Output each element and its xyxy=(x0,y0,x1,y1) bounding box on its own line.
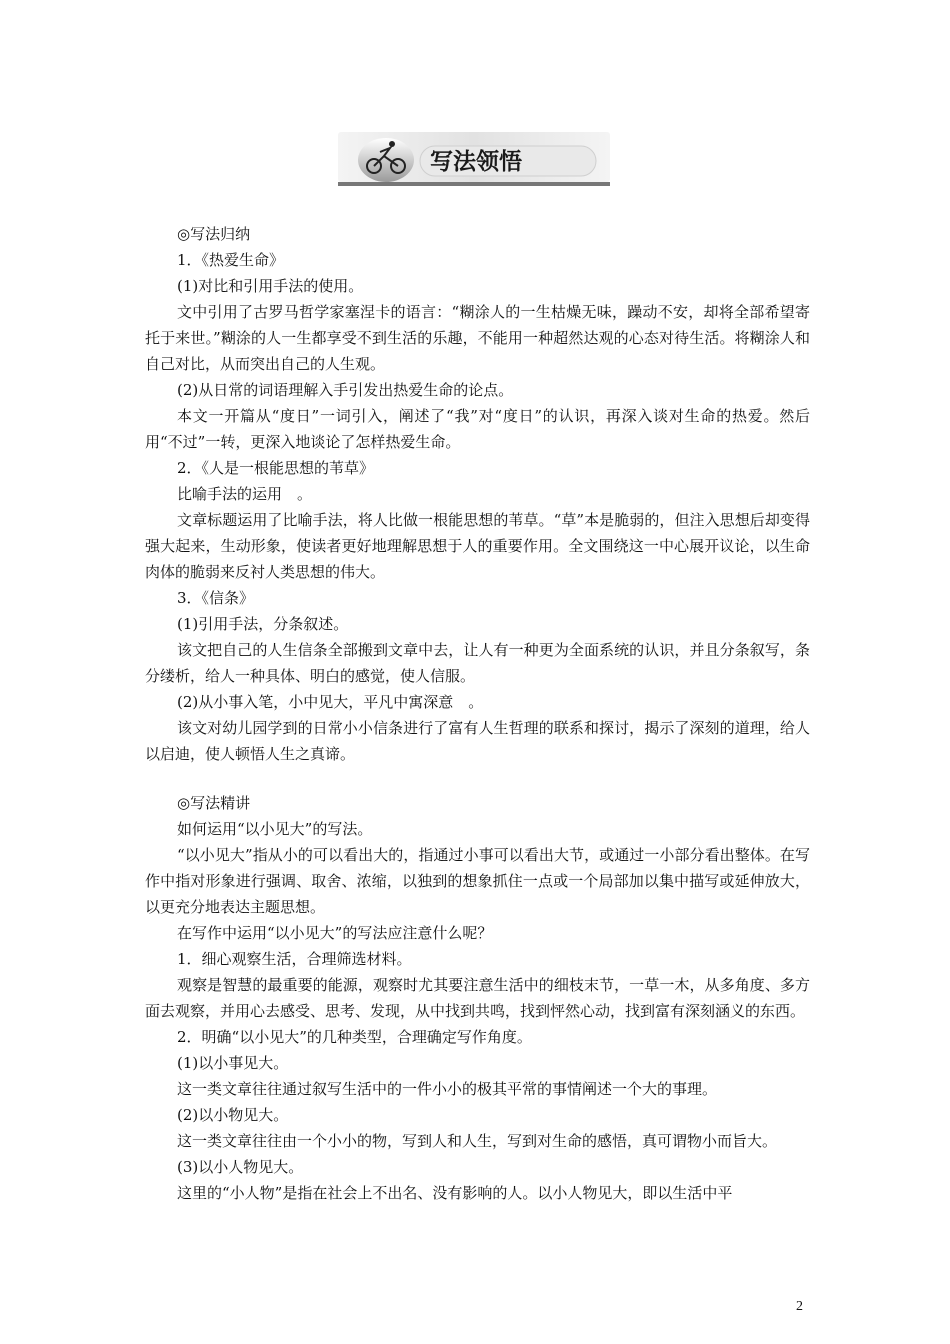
section-items xyxy=(145,816,810,1206)
subheading: 如何运用“以小见大”的写法。 xyxy=(177,820,373,838)
subheading: 1．细心观察生活，合理筛选材料。 xyxy=(177,950,412,968)
paragraph: 这一类文章往往通过叙写生活中的一件小小的极其平常的事情阐述一个大的事理。 xyxy=(177,1080,718,1098)
subheading: 在写作中运用“以小见大”的写法应注意什么呢？ xyxy=(177,924,493,942)
section-detail xyxy=(145,790,810,1206)
subheading: (2)从日常的词语理解入手引发出热爱生命的论点。 xyxy=(177,381,514,399)
paragraph: 文中引用了古罗马哲学家塞涅卡的语言：“糊涂人的一生枯燥无味，躁动不安，却将全部希望寄托于来世。”糊涂的人一生都享受不到生活的乐趣，不能用一种超然达观的心态对待生活。将糊涂人和自己对比，从而突出自己的人生观。 xyxy=(145,303,810,373)
paragraph: 这一类文章往往由一个小小的物，写到人和人生，写到对生命的感悟，真可谓物小而旨大。 xyxy=(177,1132,778,1150)
section-heading: ◎写法精讲 xyxy=(177,794,251,812)
section-banner xyxy=(338,128,610,188)
paragraph: “以小见大”指从小的可以看出大的，指通过小事可以看出大节，或通过一小部分看出整体。在写作中指对形象进行强调、取舍、浓缩，以独到的想象抓住一点或一个局部加以集中描写或延伸放大，以更充分地表达主题思想。 xyxy=(145,846,810,916)
subheading: (1)以小事见大。 xyxy=(177,1054,289,1072)
banner-title: 写法领悟 xyxy=(430,149,522,175)
section-gap xyxy=(145,767,810,790)
subheading: (2)以小物见大。 xyxy=(177,1106,289,1124)
paragraph: 文章标题运用了比喻手法，将人比做一根能思想的苇草。“草”本是脆弱的，但注入思想后却变得强大起来，生动形象，使读者更好地理解思想于人的重要作用。全文围绕这一中心展开议论，以生命肉体的脆弱来反衬人类思想的伟大。 xyxy=(145,511,810,581)
subheading: 1．《热爱生命》 xyxy=(177,251,285,269)
subheading: 2．《人是一根能思想的苇草》 xyxy=(177,459,375,477)
page-number: 2 xyxy=(796,1299,803,1314)
paragraph: 本文一开篇从“度日”一词引入，阐述了“我”对“度日”的认识，再深入谈对生命的热爱。然后用“不过”一转，更深入地谈论了怎样热爱生命。 xyxy=(145,407,810,451)
subheading: 2．明确“以小见大”的几种类型，合理确定写作角度。 xyxy=(177,1028,532,1046)
section-heading: ◎写法归纳 xyxy=(177,225,251,243)
subheading: (2)从小事入笔，小中见大，平凡中寓深意 。 xyxy=(177,693,484,711)
section-summary xyxy=(145,221,810,767)
subheading: (1)对比和引用手法的使用。 xyxy=(177,277,364,295)
subheading: (3)以小人物见大。 xyxy=(177,1158,304,1176)
subheading: (1)引用手法，分条叙述。 xyxy=(177,615,349,633)
section-items xyxy=(145,247,810,767)
paragraph: 观察是智慧的最重要的能源，观察时尤其要注意生活中的细枝末节，一草一木，从多角度、多方面去观察，并用心去感受、思考、发现，从中找到共鸣，找到怦然心动，找到富有深刻涵义的东西。 xyxy=(145,976,810,1020)
subheading: 3．《信条》 xyxy=(177,589,255,607)
paragraph: 该文把自己的人生信条全部搬到文章中去，让人有一种更为全面系统的认识，并且分条叙写，条分缕析，给人一种具体、明白的感觉，使人信服。 xyxy=(145,641,810,685)
paragraph: 这里的“小人物”是指在社会上不出名、没有影响的人。以小人物见大，即以生活中平 xyxy=(177,1184,733,1202)
paragraph: 该文对幼儿园学到的日常小小信条进行了富有人生哲理的联系和探讨，揭示了深刻的道理，给人以启迪，使人顿悟人生之真谛。 xyxy=(145,719,810,763)
document-body xyxy=(145,221,810,1206)
subheading: 比喻手法的运用 。 xyxy=(177,485,313,503)
